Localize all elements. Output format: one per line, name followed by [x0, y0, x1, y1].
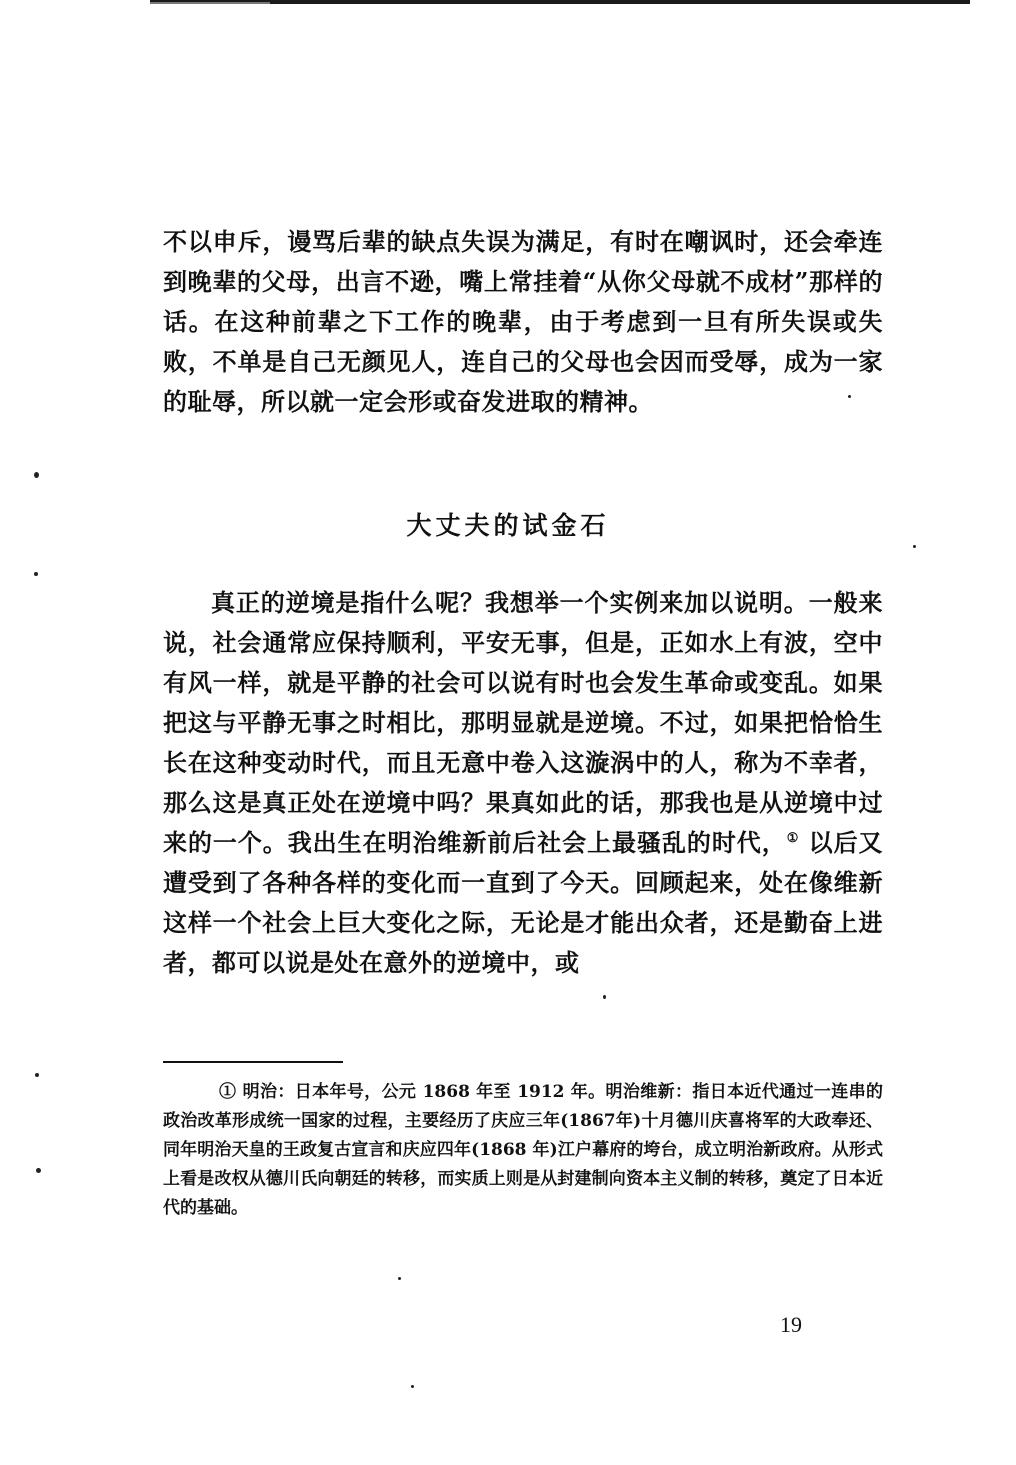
page-number: 19	[780, 1312, 802, 1337]
scan-speck	[848, 395, 851, 398]
footnote-text: ① 明治：日本年号，公元 1868 年至 1912 年。明治维新：指日本近代通过一连串的政治改革形成统一国家的过程，主要经历了庆应三年(1867年)十月德川庆喜将军的大政奉还、同年明治天皇的王政复古宣言和庆应四年(1868 年)江户幕府的垮台，成立明治新政府。从形式上看是改权从德川氏向朝廷的转移，而实质上则是从封建制向资本主义制的转移，奠定了日本近代的基础。	[163, 1082, 883, 1218]
footnote-reference: ①	[786, 831, 800, 846]
scan-speck	[603, 995, 606, 999]
body-paragraph-2	[163, 583, 883, 983]
scan-speck	[35, 1073, 39, 1077]
scan-speck	[913, 545, 916, 548]
body-paragraph-2-text-b: 以后又遭受到了各种各样的变化而一直到了今天。回顾起来，处在像维新这样一个社会上巨大变化之际，无论是才能出众者，还是勤奋上进者，都可以说是处在意外的逆境中，或	[163, 828, 884, 977]
body-paragraph-1: 不以申斥，谩骂后辈的缺点失误为满足，有时在嘲讽时，还会牵连到晚辈的父母，出言不逊，嘴上常挂着“从你父母就不成材”那样的话。在这种前辈之下工作的晚辈，由于考虑到一旦有所失误或失败，不单是自己无颜见人，连自己的父母也会因而受辱，成为一家的耻辱，所以就一定会形或奋发进取的精神。	[163, 227, 883, 416]
body-paragraph-2-text-a: 真正的逆境是指什么呢？我想举一个实例来加以说明。一般来说，社会通常应保持顺利，平安无事，但是，正如水上有波，空中有风一样，就是平静的社会可以说有时也会发生革命或变乱。如果把这与平静无事之时相比，那明显就是逆境。不过，如果把恰恰生长在这种变动时代，而且无意中卷入这漩涡中的人，称为不幸者，那么这是真正处在逆境中吗？果真如此的话，那我也是从逆境中过来的一个。我出生在明治维新前后社会上最骚乱的时代，	[163, 588, 883, 857]
scan-speck	[36, 1168, 41, 1173]
scan-speck	[398, 1277, 401, 1280]
footnote-divider	[163, 1061, 343, 1063]
scan-speck	[34, 472, 39, 478]
scan-speck	[34, 572, 38, 576]
section-heading: 大丈夫的试金石	[406, 511, 610, 540]
scan-top-border-fade	[150, 2, 270, 4]
scan-top-border	[150, 0, 970, 4]
scan-speck	[411, 1385, 414, 1388]
